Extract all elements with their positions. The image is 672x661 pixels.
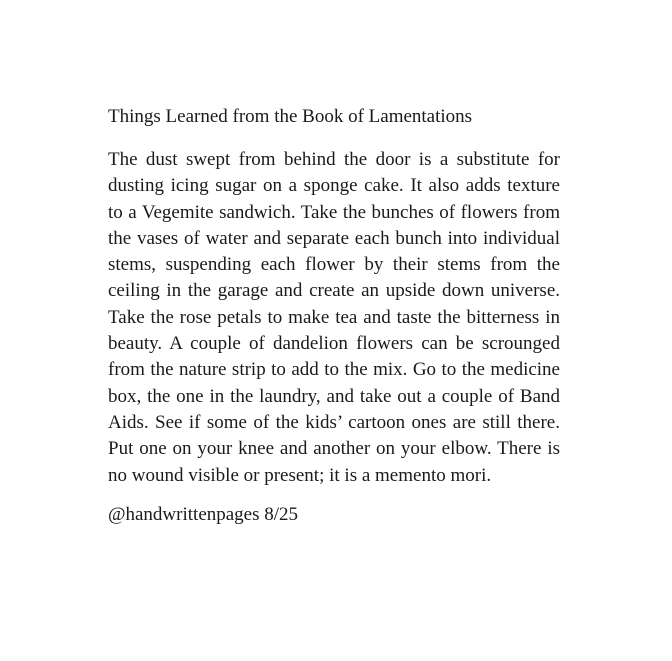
document-page <box>108 104 560 528</box>
author-signature: @handwrittenpages 8/25 <box>108 503 299 525</box>
document-title: Things Learned from the Book of Lamentations <box>108 106 473 127</box>
document-body: The dust swept from behind the door is a substitute for dusting icing sugar on a sponge cake. It also adds texture to a Vegemite sandwich. Take the bunches of flowers from the vases of water and separate each bunch into individual stems, suspending each flower by their stems from the ceiling in the garage and create an upside down universe. Take the rose petals to make tea and taste the bitterness in beauty. A couple of dandelion flowers can be scrounged from the nature strip to add to the mix. Go to the medicine box, the one in the laundry, and take out a couple of Band Aids. See if some of the kids’ cartoon ones are still there. Put one on your knee and another on your elbow. There is no wound visible or present; it is a memento mori. <box>108 149 560 486</box>
